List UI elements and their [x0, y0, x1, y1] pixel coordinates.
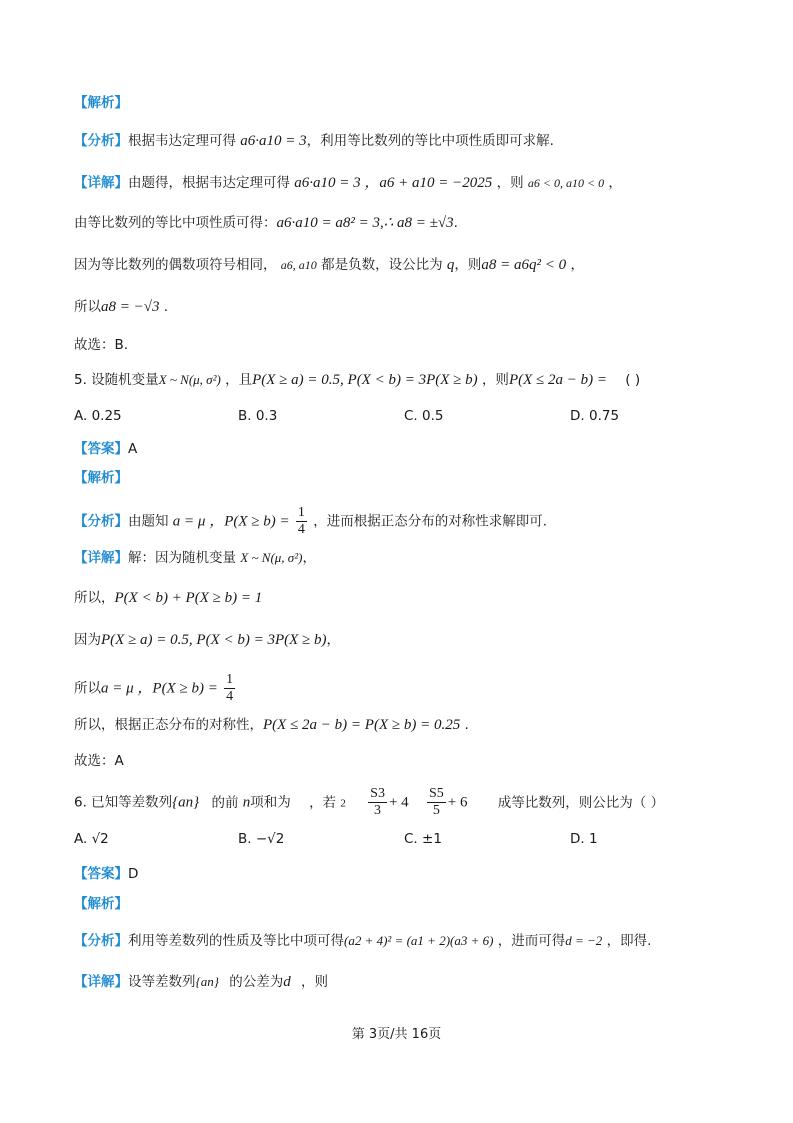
fraction: $\frac{1}{4}$: [297, 505, 305, 537]
answer-choice-line: 故选：B.: [74, 337, 129, 353]
option-b: B. 0.3: [238, 408, 278, 424]
analysis-line: 【分析】由题知 a = μ ，P(X ≥ b) = $\frac{1}{4}$ ，进而根据正态分布的对称性求解即可.: [74, 505, 548, 537]
answer-line: 【答案】D: [74, 866, 139, 882]
section-heading-jiexi: 【解析】: [74, 896, 128, 912]
option-a: A. √2: [74, 831, 109, 847]
option-b: B. −√2: [238, 831, 285, 847]
section-heading-jiexi: 【解析】: [74, 470, 128, 486]
detail-line: 【详解】由题得，根据韦达定理可得 a6·a10 = 3 ，a6 + a10 = −2025 ，则 a6 < 0, a10 < 0 ，: [74, 175, 622, 191]
answer-choice-line: 故选：A: [74, 753, 124, 769]
analysis-line: 【分析】根据韦达定理可得 a6·a10 = 3，利用等比数列的等比中项性质即可求解.: [74, 133, 554, 149]
solution-step: 所以，P(X < b) + P(X ≥ b) = 1: [74, 590, 263, 606]
detail-line: 【详解】设等差数列{an} 的公差为d ，则: [74, 974, 328, 990]
solution-step: 因为等比数列的偶数项符号相同， a6, a10 都是负数，设公比为 q，则a8 = a6q² < 0 ，: [74, 257, 584, 273]
fraction: $\frac{S5}{5}$: [428, 786, 444, 818]
solution-step: 由等比数列的等比中项性质可得：a6·a10 = a8² = 3,∴ a8 = ±√3.: [74, 215, 458, 231]
solution-step: 所以，根据正态分布的对称性，P(X ≤ 2a − b) = P(X ≥ b) = 0.25 .: [74, 717, 469, 733]
question-5: 5. 设随机变量X ~ N(μ, σ²) ，且P(X ≥ a) = 0.5, P(X < b) = 3P(X ≥ b) ，则P(X ≤ 2a − b) = ( ): [74, 372, 641, 388]
fraction: $\frac{1}{4}$: [226, 672, 234, 704]
option-d: D. 1: [570, 831, 598, 847]
analysis-line: 【分析】利用等差数列的性质及等比中项可得(a2 + 4)² = (a1 + 2)(a3 + 6) ，进而可得d = −2 ，即得.: [74, 933, 652, 949]
option-a: A. 0.25: [74, 408, 122, 424]
option-c: C. ±1: [404, 831, 442, 847]
detail-line: 【详解】解：因为随机变量 X ~ N(μ, σ²)，: [74, 550, 316, 566]
page-footer: 第 3页/共 16页: [351, 1027, 442, 1042]
answer-line: 【答案】A: [74, 441, 138, 457]
fraction: $\frac{S3}{3}$: [370, 786, 385, 818]
solution-step: 所以a8 = −√3 .: [74, 299, 169, 315]
section-heading-jiexi: 【解析】: [74, 95, 128, 111]
option-d: D. 0.75: [570, 408, 620, 424]
option-c: C. 0.5: [404, 408, 444, 424]
solution-step: 所以a = μ ，P(X ≥ b) = $\frac{1}{4}$: [74, 672, 234, 704]
solution-step: 因为P(X ≥ a) = 0.5, P(X < b) = 3P(X ≥ b)，: [74, 632, 341, 648]
question-6: 6. 已知等差数列{an} 的前 n项和为 ，若 2 $\frac{S3}{3}$ + 4 $\frac{S5}{5}$ + 6 成等比数列，则公比为（ ）: [74, 786, 665, 818]
